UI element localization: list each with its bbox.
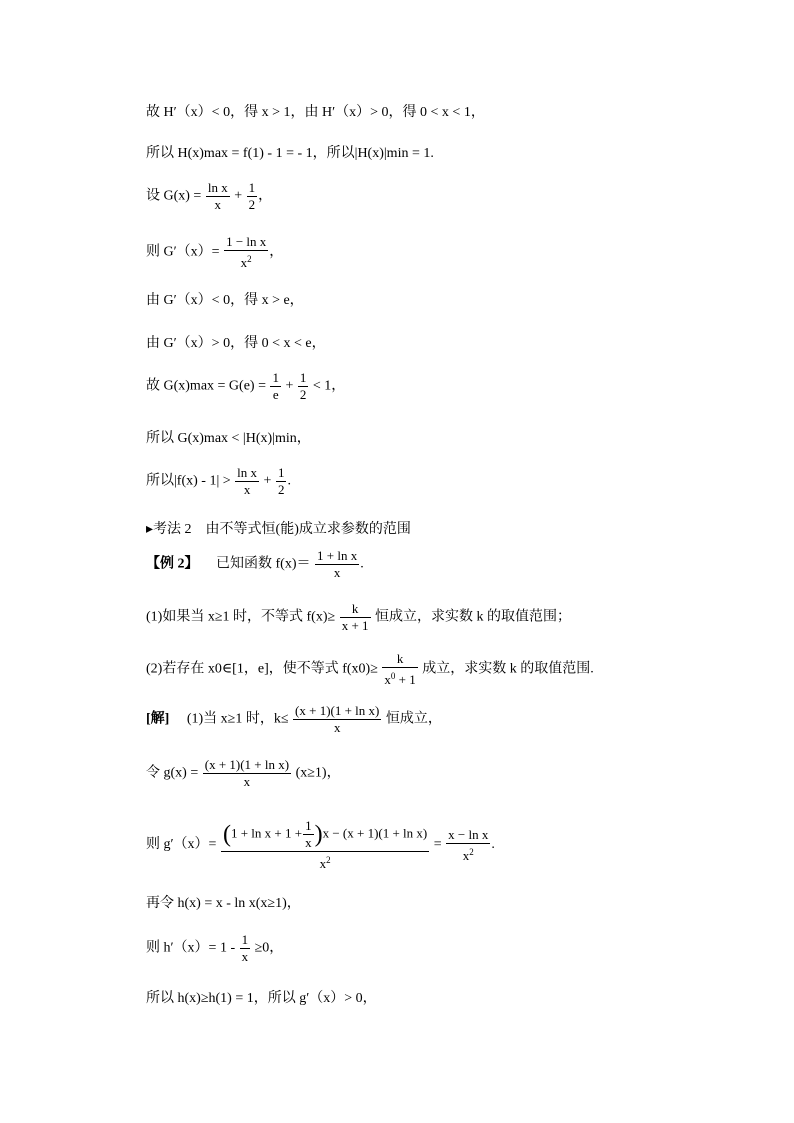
denominator: 2 bbox=[248, 197, 256, 212]
line-3-text: 设 G(x) = bbox=[146, 188, 202, 204]
q2-text-b: 成立，求实数 k 的取值范围. bbox=[422, 661, 594, 677]
question-1 bbox=[146, 601, 571, 634]
s5-text-a: 则 h′（x）= 1 - bbox=[146, 940, 236, 956]
denominator: x bbox=[235, 481, 259, 498]
denominator: $x^0 + 1$ bbox=[382, 667, 417, 688]
line-4-text: 则 G′（x）= bbox=[146, 244, 220, 260]
denominator: 2 bbox=[277, 482, 285, 497]
numerator: ln x bbox=[207, 180, 228, 195]
fraction-dg-simplified bbox=[446, 827, 490, 864]
text-line-8: 所以 G(x)max < |H(x)|min， bbox=[146, 431, 311, 446]
fraction-lnx-over-x bbox=[206, 180, 230, 213]
fraction-inv-x bbox=[240, 932, 251, 965]
numerator: x − ln x bbox=[448, 826, 489, 842]
x-term: x bbox=[462, 847, 470, 863]
solution-line-4: 再令 h(x) = x - ln x(x≥1)， bbox=[146, 896, 301, 911]
fraction-k-2 bbox=[382, 651, 417, 688]
text-line-1: 故 H′（x）< 0，得 x > 1，由 H′（x）> 0，得 0 < x < 1， bbox=[146, 105, 485, 120]
solution-line-1 bbox=[146, 703, 442, 736]
numerator: 1 bbox=[248, 180, 256, 195]
solution-line-5 bbox=[146, 932, 283, 965]
denominator: $x^2$ bbox=[224, 250, 268, 271]
text-line-5: 由 G′（x）< 0，得 x > e， bbox=[146, 293, 304, 308]
denominator: x + 1 bbox=[341, 618, 369, 633]
denominator: e bbox=[270, 386, 281, 403]
line-9-text: 所以|f(x) - 1| > bbox=[146, 473, 231, 489]
fraction-half-2 bbox=[298, 370, 309, 403]
solution-line-2 bbox=[146, 757, 341, 790]
numerator: (1 + ln x + 1 + $\frac{1}{x}$ )x − (x + 1)(1 + ln x) bbox=[222, 818, 428, 850]
denominator: x bbox=[305, 835, 312, 850]
x-term: x bbox=[319, 856, 327, 871]
example-2-line: 【例 2】 已知函数 f(x)＝ $\frac{\text{1 + ln x}}{x}$ . bbox=[146, 548, 364, 580]
numerator: 1 bbox=[272, 370, 279, 385]
denominator: x bbox=[241, 949, 249, 964]
x-term: x bbox=[240, 255, 248, 270]
denominator: x bbox=[203, 773, 291, 790]
line-2-text: 所以 H(x)max = f(1) - 1 = - 1，所以|H(x)|min = 1. bbox=[146, 146, 434, 161]
fraction-f bbox=[315, 548, 359, 581]
s3-text-a: 则 g′（x）= bbox=[146, 837, 217, 853]
denominator: $x^2$ bbox=[446, 843, 490, 864]
q1-text-b: 恒成立，求实数 k 的取值范围； bbox=[375, 609, 572, 625]
fraction-half bbox=[247, 180, 258, 213]
fraction-half-3 bbox=[276, 465, 287, 498]
numerator: 1 bbox=[299, 370, 307, 385]
question-2 bbox=[146, 651, 594, 688]
q2-text-a: (2)若存在 x0∈[1，e]，使不等式 f(x0)≥ bbox=[146, 661, 378, 677]
solution-label: [解] bbox=[146, 711, 170, 727]
denominator: x bbox=[293, 719, 381, 736]
text-line-6: 由 G′（x）> 0，得 0 < x < e， bbox=[146, 336, 326, 351]
s5-text-b: ≥0， bbox=[254, 940, 284, 956]
fraction-g-2 bbox=[203, 757, 291, 790]
text-line-2 bbox=[146, 145, 434, 163]
dg-big-part-a: 1 + ln x + 1 + bbox=[230, 825, 303, 841]
s2-text-b: (x≥1)， bbox=[295, 765, 341, 781]
text-line-7: 故 G(x)max = G(e) = $\frac{1}{e}$ + $\frac{1}{2}$ < 1， bbox=[146, 370, 346, 402]
s1-text-a: (1)当 x≥1 时，k≤ bbox=[186, 711, 289, 727]
text-line-4: 则 G′（x）= $\frac{\text{1 − ln x}}{x^2}$ ， bbox=[146, 234, 284, 270]
dg-big-part-b: x − (x + 1)(1 + ln x) bbox=[322, 825, 428, 841]
numerator: ln x bbox=[237, 465, 258, 480]
example-text: 已知函数 f(x)＝ bbox=[216, 556, 311, 572]
q1-text-a: (1)如果当 x≥1 时，不等式 f(x)≥ bbox=[146, 609, 336, 625]
x-term: x bbox=[384, 672, 391, 687]
denominator: 2 bbox=[299, 387, 307, 402]
numerator: 1 bbox=[277, 465, 285, 480]
numerator: k bbox=[396, 651, 404, 666]
section-heading: ▸考法 2 由不等式恒(能)成立求参数的范围 bbox=[146, 522, 411, 537]
text-line-9: 所以|f(x) - 1| > $\frac{\text{ln x}}{x}$ + $\frac{1}{2}$ . bbox=[146, 465, 291, 497]
s1-text-b: 恒成立， bbox=[385, 711, 442, 727]
fraction-inv-e bbox=[270, 370, 281, 403]
solution-line-6: 所以 h(x)≥h(1) = 1，所以 g′（x）> 0， bbox=[146, 991, 377, 1006]
text-line-3: 设 G(x) = $\frac{\text{ln x}}{x}$ + $\frac{1}{2}$ ， bbox=[146, 180, 273, 212]
numerator: 1 + ln x bbox=[317, 548, 358, 563]
fraction-inner-inv-x bbox=[303, 818, 314, 851]
denominator: x bbox=[315, 564, 359, 581]
numerator: (x + 1)(1 + ln x) bbox=[204, 757, 290, 772]
fraction-k bbox=[340, 601, 371, 634]
fraction-lnx-over-x-2 bbox=[235, 465, 259, 498]
numerator: (x + 1)(1 + ln x) bbox=[295, 703, 380, 718]
fraction-dG bbox=[224, 234, 268, 271]
numerator: 1 bbox=[241, 932, 249, 947]
numerator: 1 bbox=[305, 818, 312, 833]
denominator: $x^2$ bbox=[221, 851, 429, 872]
numerator: 1 − ln x bbox=[226, 234, 267, 249]
denominator: x bbox=[206, 196, 230, 213]
fraction-g bbox=[293, 703, 381, 736]
example-label: 【例 2】 bbox=[146, 556, 199, 572]
fraction-dg-big bbox=[221, 818, 429, 872]
line-7-text: 故 G(x)max = G(e) = bbox=[146, 378, 266, 394]
numerator: k bbox=[351, 601, 359, 616]
s2-text-a: 令 g(x) = bbox=[146, 765, 199, 781]
solution-line-3: 则 g′（x）= (1 + ln x + 1 + $\frac{1}{x}$ )x − (x + 1)(1 + ln x) $x^2$ = $\frac{\text{x − ln x}}{x^2}$ . bbox=[146, 818, 495, 871]
